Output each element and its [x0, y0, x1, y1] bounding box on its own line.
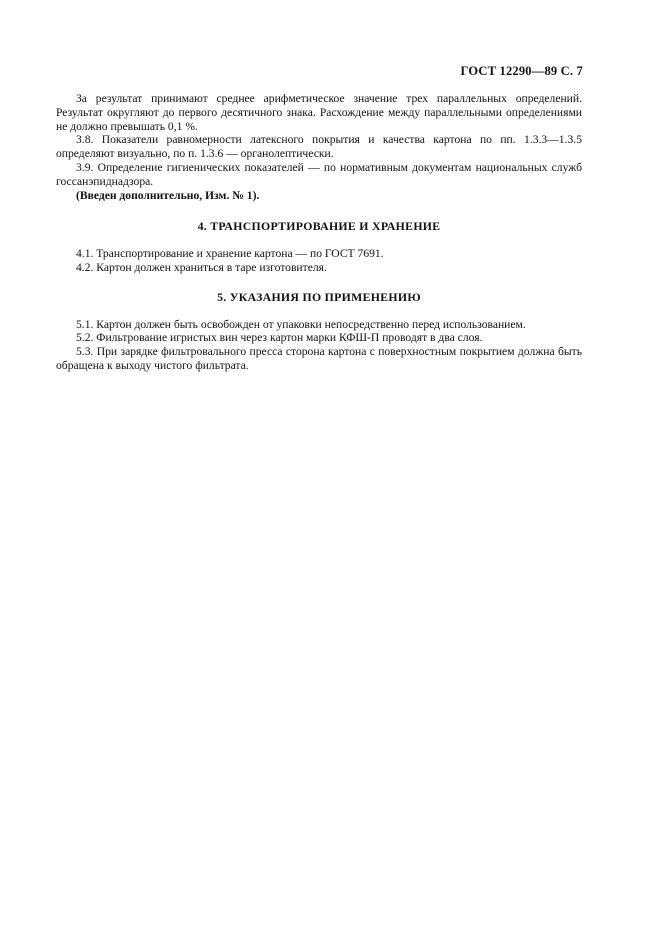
paragraph-4-1: 4.1. Транспортирование и хранение картона — по ГОСТ 7691.: [76, 247, 384, 261]
paragraph-5-1: 5.1. Картон должен быть освобожден от упаковки непосредственно перед использованием.: [76, 317, 526, 331]
paragraph-3-9: 3.9. Определение гигиенических показателей — по нормативным документам национальных служб госсанэпиднадзора.: [56, 160, 582, 188]
document-body: [56, 92, 582, 373]
paragraph-4-2: 4.2. Картон должен храниться в таре изготовителя.: [76, 260, 327, 274]
page-header: ГОСТ 12290—89 С. 7: [460, 64, 583, 78]
paragraph-5-3: 5.3. При зарядке фильтровального пресса сторона картона с поверхностным покрытием должна быть обращена к выходу чистого фильтрата.: [56, 345, 582, 372]
section-5-title: 5. УКАЗАНИЯ ПО ПРИМЕНЕНИЮ: [217, 289, 421, 304]
paragraph-result: За результат принимают среднее арифметическое значение трех параллельных определений. Результат округляют до первого десятичного знака. Расхождение между параллельными определениями не должно превышать 0,1 %.: [56, 92, 582, 133]
section-4-title: 4. ТРАНСПОРТИРОВАНИЕ И ХРАНЕНИЕ: [197, 219, 441, 234]
paragraph-3-8: 3.8. Показатели равномерности латексного покрытия и качества картона по пп. 1.3.3—1.3.5 определяют визуально, по п. 1.3.6 — органолептически.: [56, 133, 582, 161]
paragraph-5-2: 5.2. Фильтрование игристых вин через картон марки КФШ-П проводят в два слоя.: [76, 331, 483, 345]
amendment-note: (Введен дополнительно, Изм. № 1).: [76, 188, 260, 202]
